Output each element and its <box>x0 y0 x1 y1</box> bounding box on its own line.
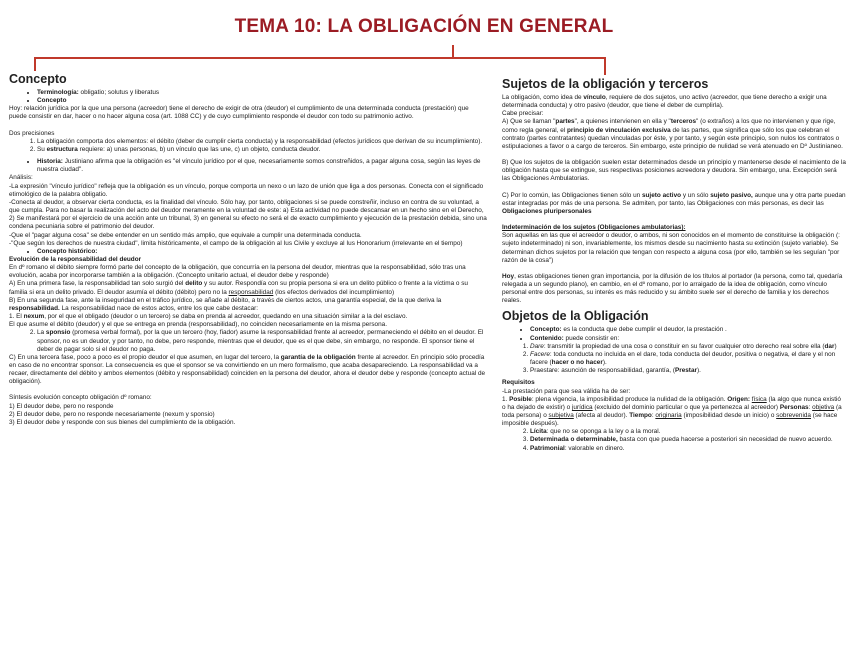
sintesis-item: 1) El deudor debe, pero no responde <box>9 402 114 410</box>
cabe-precisar: Cabe precisar: <box>502 110 544 118</box>
analisis-paragraph: -Conecta al deudor, a observar cierta conducta, es la finalidad del vínculo. Sólo hay, por tanto, obligaciones si se puede constreñir, incluso en contra de su voluntad, a que cumpla. Para no basar la realización del acto del deudor meramente en la voluntad de este: a) Esta actividad no puede descansar en un hecho sino en el Derecho, 2) Se manifestará por el ejercicio de una acción ante un tribunal, 3) en general su efecto no será el de exacto cumplimiento y ejecución de la prestación debida, sino una condena pecuniaria sobre el patrimonio del deudor. <box>9 198 487 231</box>
evolucion-nexum: 1. El nexum, por el que el obligado (deudor o un tercero) se daba en prenda al acreedor, quedando en una situación similar a la del esclavo. <box>9 313 408 321</box>
right-column <box>502 77 846 453</box>
bullet-terminologia: • Terminología: obligatio; solutus y liberatus <box>37 89 487 97</box>
concepto-bullets <box>9 89 487 105</box>
analisis-paragraph: -"Que según los derechos de nuestra ciudad", limita históricamente, el campo de la obligación al Ius Civile y excluye al Ius Honorarium (irrelevante en el tiempo) <box>9 239 463 247</box>
sujetos-punto-b: B) Que los sujetos de la obligación suelen estar determinados desde un principio y mantenerse desde el nacimiento de la obligación hasta que se extingue, sus respectivas posiciones acreedora y deudora. Sin embargo, una. Excepción será las Obligaciones Ambulatorias. <box>502 159 846 183</box>
evolucion-fase-b: B) En una segunda fase, ante la inseguridad en el tráfico jurídico, se añade al débito, a través de ciertos actos, una garantía especial, de la que deriva la responsabilidad. La responsabilidad nace de estos actos, entre los que cabe destacar: <box>9 296 442 312</box>
page-title: TEMA 10: LA OBLIGACIÓN EN GENERAL <box>234 16 614 37</box>
section-heading-concepto: Concepto <box>9 72 67 86</box>
indeterminacion-text: Son aquellas en las que el acreedor o deudor, o ambos, ni son conocidos en el momento de constituirse la obligación (: sujeto indeterminado) ni son, invariablemente, los mismos desde su nacimiento hasta su extinción (sujeto variable). Se determinan dichos sujetos por la relación que tengan con respecto a alguna cosa (por ello, también se les seguían "por razón de la cosa") <box>502 232 840 264</box>
connector-center-stem <box>452 45 454 58</box>
evolucion-nexum-note: El que asume el débito (deudor) y el que se entrega en prenda (responsabilidad), no coinciden necesariamente en la misma persona. <box>9 321 387 329</box>
sujetos-punto-a: A) Que se llaman "partes", a quienes intervienen en ella y "terceros" (o extraños) a los que no intervienen y que rige, como regla general, el principio de vinculación exclusiva de las partes, que significa que sólo los que celebran el contrato (partes contratantes) quedan vinculadas por éste, y por tanto, y según este principio, son nulos los contratos o estipulaciones a favor o a cargo de terceros. Sin embargo, este principio de nulidad se verá atenuado en Dº Justinianeo. <box>502 118 843 150</box>
precision-item: 2. Su estructura requiere: a) unas personas, b) un vínculo que las une, c) un objeto, conducta deudor. <box>37 146 487 154</box>
evolucion-intro: En dº romano el débito siempre formó parte del concepto de la obligación, que concurría en la persona del deudor, mientras que la responsabilidad, sólo tras una evolución, acaba por incorporarse también a la obligación. (Concepto unitario actual, el deudor debe y responde) <box>9 264 466 280</box>
historia-bullet: • Historia: Justiniano afirma que la obligación es "el vínculo jurídico por el que, necesariamente somos constreñidos, a pagar alguna cosa, según las leyes de nuestra ciudad". <box>9 158 487 174</box>
sintesis-item: 3) El deudor debe y responde con sus bienes del cumplimiento de la obligación. <box>9 418 236 426</box>
requisitos-intro: -La prestación para que sea válida ha de ser: <box>502 387 631 395</box>
evolucion-fase-c: C) En una tercera fase, poco a poco es el propio deudor el que asumen, en lugar del tercero, la garantía de la obligación frente al acreedor. En principio sólo procedía en caso de no encontrar sponsor. La consecuencia es que el sponsor se va convirtiendo en un mero formalismo, que acaba desapareciendo. La responsabilidad va a recaer, directamente del débito y ambos elementos (débito y responsabilidad) coinciden en la persona del deudor, ahora el deudor debe y responde (concepto actual de obligación). <box>9 353 486 386</box>
requisito-posible: 1. Posible: plena vigencia, la imposibilidad produce la nulidad de la obligación. Origen: física (la algo que nunca existió o ha dejado de existir) o jurídica (excluido del dominio particular o que ya pertenezca al acreedor) Personas: objetiva (a toda persona) o subjetiva (afecta al deudor). Tiempo: originaria (imposibilidad desde un inicio) o sobrevenida (se hace imposible después). <box>502 395 842 428</box>
sintesis-title: Síntesis evolución concepto obligación dº romano: <box>9 394 152 402</box>
dos-precisiones-list <box>9 138 487 154</box>
requisitos-title: Requisitos <box>502 379 535 387</box>
analisis-paragraph: -Que el "pagar alguna cosa" se debe entender en un sentido más amplio, que equivale a cumplir una determinada conducta. <box>9 231 362 239</box>
connector-left-drop <box>34 57 36 71</box>
section-heading-sujetos: Sujetos de la obligación y terceros <box>502 77 709 91</box>
dos-precisiones-label: Dos precisiones <box>9 129 55 137</box>
objetos-bullets: • Concepto: es la conducta que debe cumplir el deudor, la prestación . • Contenido: puede consistir en: <box>502 326 846 342</box>
precision-item: 1. La obligación comporta dos elementos: el débito (deber de cumplir cierta conducta) y la responsabilidad (efectos jurídicos que derivan de su incumplimiento). <box>37 138 487 146</box>
connector-horizontal <box>34 57 606 59</box>
evolucion-heading: Evolución de la responsabilidad del deudor <box>9 255 142 263</box>
concepto-historico-bullet: • Concepto histórico: <box>9 248 487 256</box>
indeterminacion-title: Indeterminación de los sujetos (Obligaciones ambulatorias): <box>502 224 686 232</box>
left-column <box>9 72 487 427</box>
connector-right-drop <box>604 57 606 75</box>
analisis-label: Análisis: <box>9 174 33 182</box>
analisis-paragraph: -La expresión "vínculo jurídico" refleja que la obligación es un vínculo, porque comporta un nexo o un lazo de unión que liga a dos personas. Conecta con el significado etimológico de la palabra obligatio. <box>9 182 484 198</box>
evolucion-sponsio: 2. La sponsio (promesa verbal formal), por la que un tercero (hoy, fiador) asume la responsabilidad frente al acreedor, permaneciendo el débito en el deudor. El sponsor, no es un deudor, y por tanto, no debe, pero responde, mientras que el deudor, que es el que debe, sin embargo, no responde. El sponsor tiene el deber de pagar solo si el deudor no paga. <box>9 329 487 353</box>
sujetos-punto-c: C) Por lo común, las Obligaciones tienen sólo un sujeto activo y un sólo sujeto pasivo, aunque una y otra parte puedan estar integradas por más de una persona. Se admiten, por tanto, las Obligaciones con más personas, es decir las Obligaciones pluripersonales <box>502 191 846 215</box>
contenido-list: 1. Dare: transmitir la propiedad de una cosa o constituir en su favor cualquier otro derecho real sobre ella (dar) 2. Facere: toda conducta no incluida en el dare, toda conducta del deudor, positiva o negativa, el dare y el non facere (hacer o no hacer). 3. Praestare: asunción de responsabilidad, garantía, (Prestar). <box>502 343 846 376</box>
section-heading-objetos: Objetos de la Obligación <box>502 309 649 324</box>
sujetos-intro: La obligación, como idea de vínculo, requiere de dos sujetos, uno activo (acreedor, que tiene derecho a exigir una determinada conducta) y otro pasivo (deudor, que tiene el deber de cumplirla). <box>502 94 827 110</box>
sintesis-item: 2) El deudor debe, pero no responde necesariamente (nexum y sponsio) <box>9 410 215 418</box>
definition-text: Hoy: relación jurídica por la que una persona (acreedor) tiene el derecho de exigir de otra (deudor) el cumplimiento de una determinada conducta (prestación) que puede consistir en dar, hacer o no hacer alguna cosa (art. 1088 CC) y de cuyo cumplimiento responde el deudor con todo su patrimonio activo. <box>9 105 469 121</box>
bullet-concepto: • Concepto <box>37 97 487 105</box>
requisitos-list: 2. Lícita: que no se oponga a la ley o a la moral. 3. Determinada o determinable, basta con que pueda hacerse a posteriori sin necesidad de nuevo acuerdo. 4. Patrimonial: valorable en dinero. <box>502 428 846 452</box>
evolucion-fase-a: A) En una primera fase, la responsabilidad tan solo surgió del delito y su autor. Respondía con su propia persona si era un delito público o frente a la víctima o su familia si era un delito privado. El deudor asumía el débito (débito) pero no la responsabilidad (los efectos derivados del incumplimiento) <box>9 280 468 296</box>
hoy-paragraph: Hoy, estas obligaciones tienen gran importancia, por la difusión de los títulos al portador (la persona, como tal, quedaría relegada a un segundo plano), en cambio, en el dº romano, por lo arraigado de la idea de obligación, como vínculo personal entre dos personas, su interés es más reducido y su ámbito suele ser el derecho de familia y los derechos reales. <box>502 272 843 305</box>
